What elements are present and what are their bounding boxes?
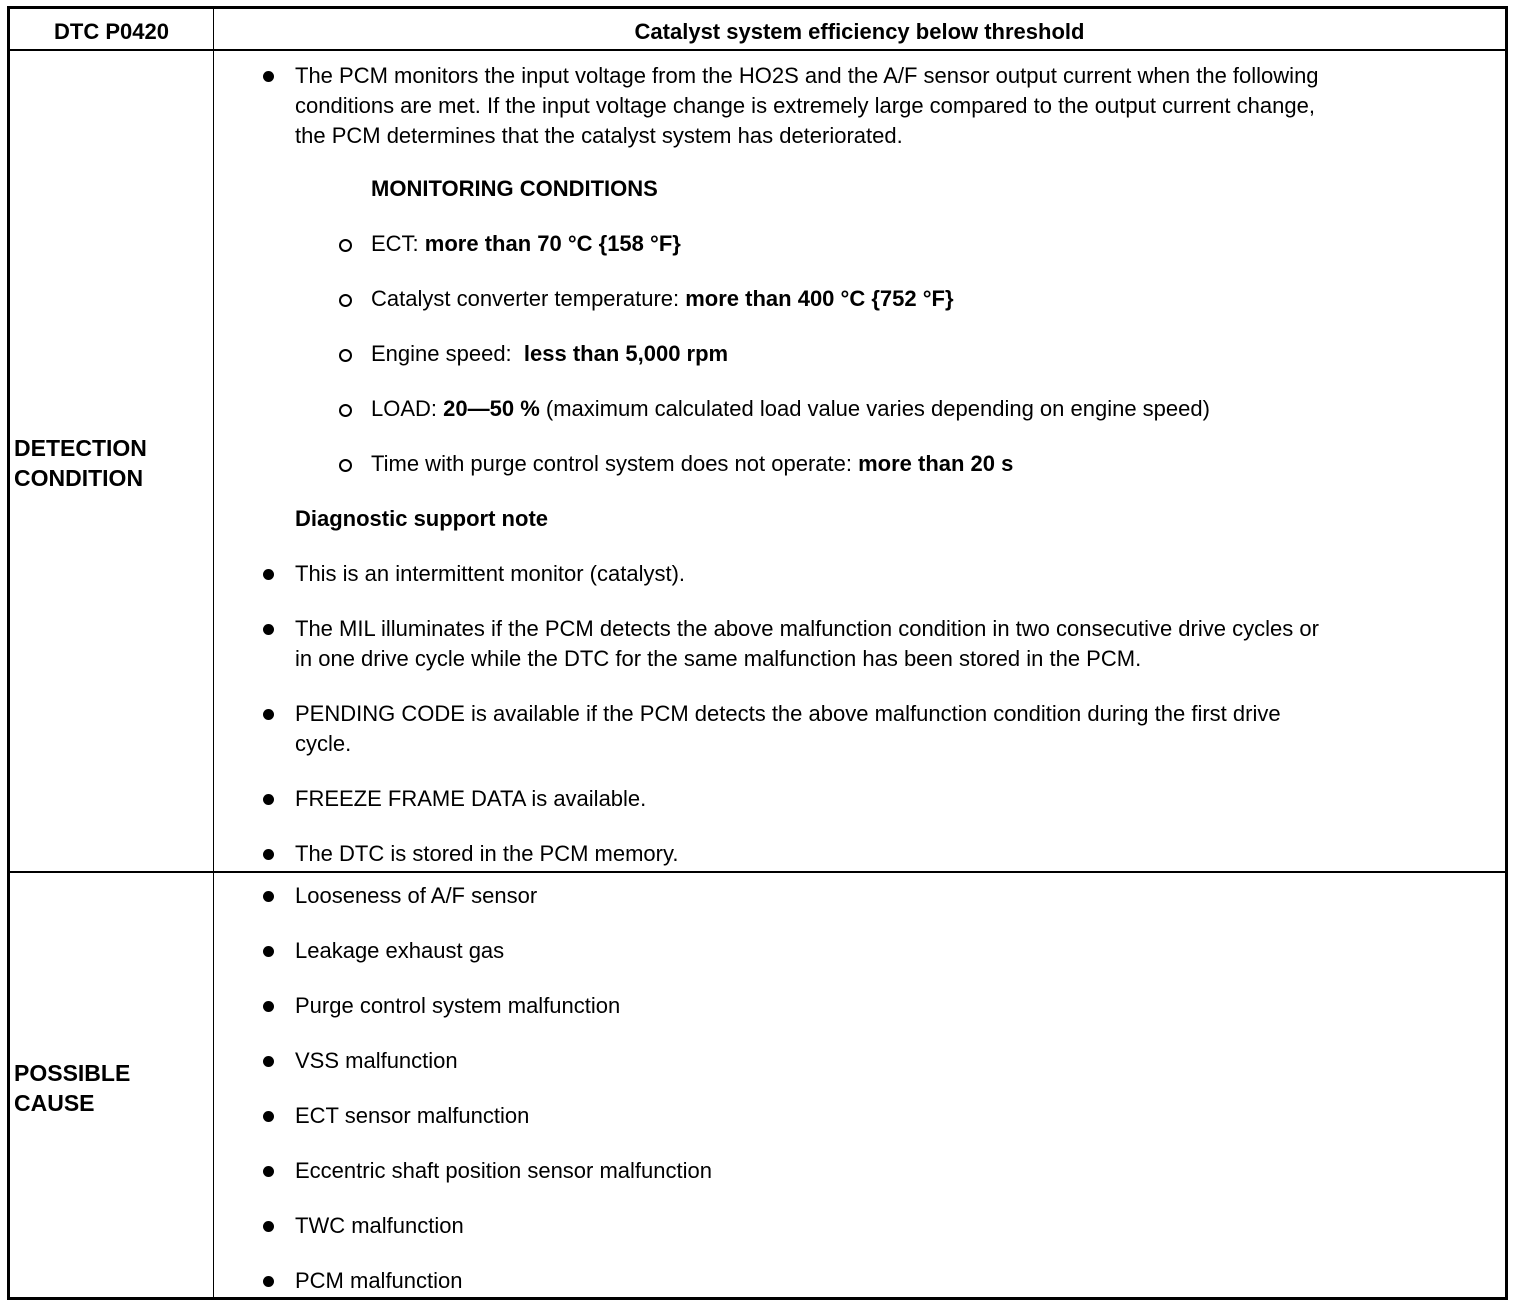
dtc-table <box>7 6 1508 1300</box>
note-mil-line2: in one drive cycle while the DTC for the same malfunction has been stored in the PCM. <box>295 646 1142 671</box>
intro-line2: conditions are met. If the input voltage change is extremely large compared to the output current change, <box>295 93 1315 118</box>
bullet-icon <box>263 709 274 720</box>
circle-bullet-icon <box>339 239 352 252</box>
cause-item: ECT sensor malfunction <box>295 1103 530 1128</box>
bullet-icon <box>263 569 274 580</box>
condition-catalyst-temp: Catalyst converter temperature: more than 400 °C {752 °F} <box>371 286 954 311</box>
cause-item: PCM malfunction <box>295 1268 463 1293</box>
detection-label-line2: CONDITION <box>14 465 144 491</box>
condition-ect: ECT: more than 70 °C {158 °F} <box>371 231 681 256</box>
note-intermittent: This is an intermittent monitor (catalyst). <box>295 561 686 586</box>
condition-load: LOAD: 20—50 % (maximum calculated load value varies depending on engine speed) <box>371 396 1210 421</box>
circle-bullet-icon <box>339 404 352 417</box>
monitoring-heading: MONITORING CONDITIONS <box>371 176 658 201</box>
detection-label-line1: DETECTION <box>14 435 147 461</box>
bullet-icon <box>263 1276 274 1287</box>
header-row-divider <box>10 49 1505 51</box>
bullet-icon <box>263 624 274 635</box>
column-divider <box>213 9 214 1297</box>
bullet-icon <box>263 71 274 82</box>
dtc-code: DTC P0420 <box>54 19 169 44</box>
circle-bullet-icon <box>339 459 352 472</box>
bullet-icon <box>263 1111 274 1122</box>
cause-item: Eccentric shaft position sensor malfunction <box>295 1158 712 1183</box>
cause-item: Looseness of A/F sensor <box>295 883 538 908</box>
section-row-divider <box>10 871 1505 873</box>
note-dtc-stored: The DTC is stored in the PCM memory. <box>295 841 679 866</box>
dtc-title: Catalyst system efficiency below threshold <box>634 19 1085 44</box>
intro-line3: the PCM determines that the catalyst system has deteriorated. <box>295 123 903 148</box>
cause-item: TWC malfunction <box>295 1213 464 1238</box>
note-pending-line1: PENDING CODE is available if the PCM detects the above malfunction condition during the first drive <box>295 701 1281 726</box>
note-freeze-frame: FREEZE FRAME DATA is available. <box>295 786 647 811</box>
intro-line1: The PCM monitors the input voltage from the HO2S and the A/F sensor output current when the following <box>295 63 1319 88</box>
cause-label-line1: POSSIBLE <box>14 1060 131 1086</box>
circle-bullet-icon <box>339 294 352 307</box>
bullet-icon <box>263 1056 274 1067</box>
bullet-icon <box>263 794 274 805</box>
condition-purge-time: Time with purge control system does not operate: more than 20 s <box>371 451 1014 476</box>
cause-item: Purge control system malfunction <box>295 993 621 1018</box>
support-heading: Diagnostic support note <box>295 506 548 531</box>
bullet-icon <box>263 1166 274 1177</box>
bullet-icon <box>263 1221 274 1232</box>
cause-item: Leakage exhaust gas <box>295 938 505 963</box>
note-mil-line1: The MIL illuminates if the PCM detects the above malfunction condition in two consecutive drive cycles or <box>295 616 1319 641</box>
bullet-icon <box>263 849 274 860</box>
cause-item: VSS malfunction <box>295 1048 458 1073</box>
note-pending-line2: cycle. <box>295 731 352 756</box>
condition-engine-speed: Engine speed: less than 5,000 rpm <box>371 341 729 366</box>
circle-bullet-icon <box>339 349 352 362</box>
cause-label-line2: CAUSE <box>14 1090 95 1116</box>
bullet-icon <box>263 946 274 957</box>
bullet-icon <box>263 891 274 902</box>
bullet-icon <box>263 1001 274 1012</box>
